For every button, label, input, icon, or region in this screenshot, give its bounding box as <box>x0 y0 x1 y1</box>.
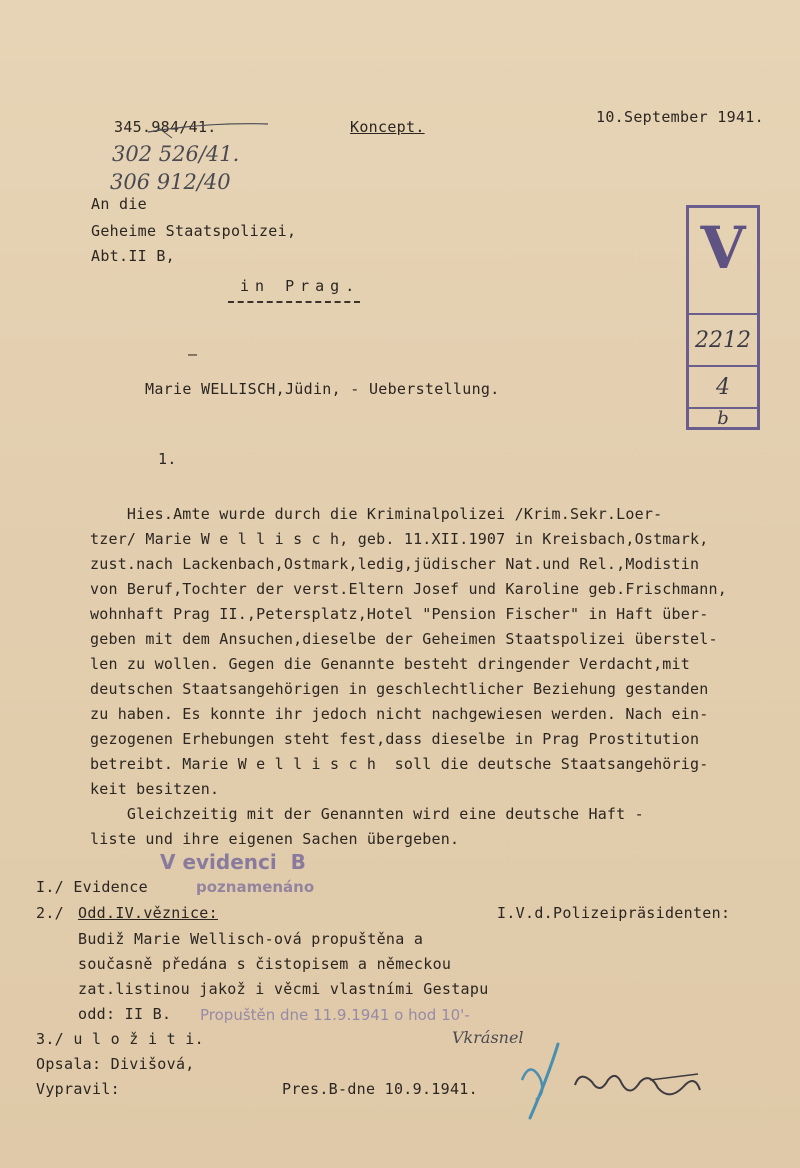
footer-item-2-text: současně předána s čistopisem a německou <box>78 955 452 973</box>
body-line: zu haben. Es konnte ihr jedoch nicht nachgewiesen werden. Nach ein- <box>90 705 709 723</box>
city-underline <box>228 301 360 303</box>
body-line: Hies.Amte wurde durch die Kriminalpolizei /Krim.Sekr.Loer- <box>90 505 663 523</box>
body-line: betreibt. Marie W e l l i s c h soll die deutsche Staatsangehörig- <box>90 755 709 773</box>
footer-item-2-text: zat.listinou jakož i věcmi vlastními Gestapu <box>78 980 489 998</box>
reference-strikeout <box>108 118 278 142</box>
body-line: wohnhaft Prag II.,Petersplatz,Hotel "Pension Fischer" in Haft über- <box>90 605 709 623</box>
body-line: gezogenen Erhebungen steht fest,dass dieselbe in Prag Prostitution <box>90 730 700 748</box>
document-date: 10.September 1941. <box>596 108 764 126</box>
subject-line: Marie WELLISCH,Jüdin, - Ueberstellung. <box>145 380 500 398</box>
stamp-letter: V <box>700 214 746 282</box>
release-stamp: Propuštěn dne 11.9.1941 o hod 10'- <box>200 1006 470 1024</box>
evidence-stamp-noted: poznamenáno <box>196 878 315 896</box>
section-number: 1. <box>158 450 177 468</box>
body-line: Gleichzeitig mit der Genannten wird eine deutsche Haft - <box>90 805 644 823</box>
evidence-stamp: V evidenci B <box>160 850 306 874</box>
body-line: len zu wollen. Gegen die Genannte besteht dringender Verdacht,mit <box>90 655 690 673</box>
footer-item-2-text: odd: II B. <box>78 1005 172 1023</box>
stamp-sub-cell <box>689 407 757 429</box>
stamp-count-cell <box>689 365 757 409</box>
footer-item-1: I./ Evidence <box>36 878 148 896</box>
body-line: zust.nach Lackenbach,Ostmark,ledig,jüdischer Nat.und Rel.,Modistin <box>90 555 700 573</box>
police-president: I.V.d.Polizeipräsidenten: <box>497 904 731 922</box>
stamp-number-cell <box>689 313 757 367</box>
stamp-sub: b <box>717 408 729 429</box>
footer-item-2-text: Budiž Marie Wellisch-ová propuštěna a <box>78 930 424 948</box>
koncept-label: Koncept. <box>350 118 425 136</box>
footer-item-2-number: 2./ <box>36 904 64 922</box>
presidium-date: Pres.B-dne 10.9.1941. <box>282 1080 478 1098</box>
handwritten-reference-2: 306 912/40 <box>110 170 231 194</box>
typist-line: Opsala: Divišová, <box>36 1055 195 1073</box>
address-city: in Prag. <box>240 277 361 295</box>
handwritten-reference-1: 302 526/41. <box>112 142 240 166</box>
reference-number: 345.984/41. <box>114 118 217 136</box>
stamp-count: 4 <box>716 375 730 400</box>
address-line-3: Abt.II B, <box>91 247 175 265</box>
address-line-2: Geheime Staatspolizei, <box>91 222 297 240</box>
body-line: von Beruf,Tochter der verst.Eltern Josef und Karoline geb.Frischmann, <box>90 580 727 598</box>
stamp-number: 2212 <box>695 328 751 353</box>
body-line: geben mit dem Ansuchen,dieselbe der Geheimen Staatspolizei überstel- <box>90 630 718 648</box>
address-line-1: An die <box>91 195 147 213</box>
release-handwriting: Vkrásnel <box>452 1028 524 1047</box>
footer-item-2-label: Odd.IV.věznice: <box>78 904 218 922</box>
registry-stamp <box>686 205 760 430</box>
signature <box>500 1040 710 1120</box>
footer-item-3: 3./ u l o ž i t i. <box>36 1030 204 1048</box>
dispatched-line: Vypravil: <box>36 1080 120 1098</box>
body-line: keit besitzen. <box>90 780 220 798</box>
body-line: deutschen Staatsangehörigen in geschlechtlicher Beziehung gestanden <box>90 680 709 698</box>
body-line: liste und ihre eigenen Sachen übergeben. <box>90 830 460 848</box>
subject-dash: — <box>188 345 198 363</box>
body-line: tzer/ Marie W e l l i s c h, geb. 11.XII.1907 in Kreisbach,Ostmark, <box>90 530 709 548</box>
